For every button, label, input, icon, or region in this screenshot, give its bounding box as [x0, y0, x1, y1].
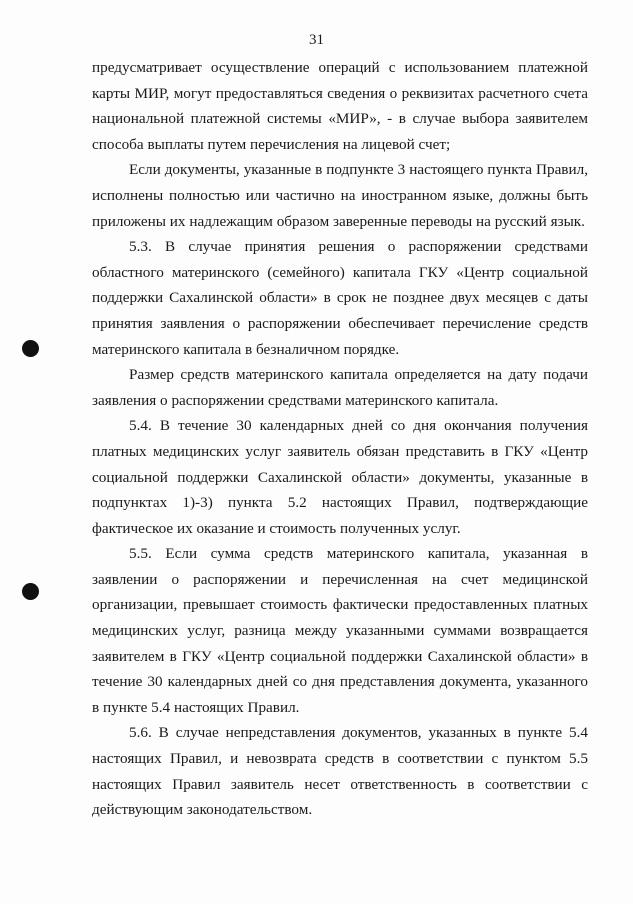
paragraph-continuation: предусматривает осуществление операций с использованием платежной карты МИР, могут предоставляться сведения о реквизитах расчетного счета национальной платежной системы «МИР», - в случае выбора заявителем способа выплаты путем перечисления на лицевой счет;	[92, 59, 588, 153]
punch-hole-mark	[22, 583, 39, 600]
paragraph-5-6: 5.6. В случае непредставления документов, указанных в пункте 5.4 настоящих Правил, и невозврата средств в соответствии с пунктом 5.5 настоящих Правил заявитель несет ответственность в соответствии с действующим законодательством.	[92, 724, 588, 819]
paragraph-foreign-language-docs: Если документы, указанные в подпункте 3 настоящего пункта Правил, исполнены полностью или частично на иностранном языке, должны быть приложены их надлежащим образом заверенные переводы на русский язык.	[92, 161, 588, 230]
paragraph-5-4: 5.4. В течение 30 календарных дней со дня окончания получения платных медицинских услуг заявитель обязан представить в ГКУ «Центр социальной поддержки Сахалинской области» документы, указанные в подпунктах 1)-3) пункта 5.2 настоящих Правил, подтверждающие фактическое их оказание и стоимость полученных услуг.	[92, 417, 588, 537]
punch-hole-mark	[22, 340, 39, 357]
paragraph-5-5: 5.5. Если сумма средств материнского капитала, указанная в заявлении о распоряжении и перечисленная на счет медицинской организации, превышает стоимость фактически предоставленных платных медицинских услуг, разница между указанными суммами возвращается заявителем в ГКУ «Центр социальной поддержки Сахалинской области» в течение 30 календарных дней со дня представления документа, указанного в пункте 5.4 настоящих Правил.	[92, 545, 588, 716]
paragraph-5-3: 5.3. В случае принятия решения о распоряжении средствами областного материнского (семейного) капитала ГКУ «Центр социальной поддержки Сахалинской области» в срок не позднее двух месяцев с даты принятия заявления о распоряжении обеспечивает перечисление средств материнского капитала в безналичном порядке.	[92, 238, 588, 358]
page-number: 31	[309, 32, 324, 48]
document-body	[92, 55, 588, 823]
paragraph-capital-amount: Размер средств материнского капитала определяется на дату подачи заявления о распоряжении средствами материнского капитала.	[92, 366, 588, 409]
